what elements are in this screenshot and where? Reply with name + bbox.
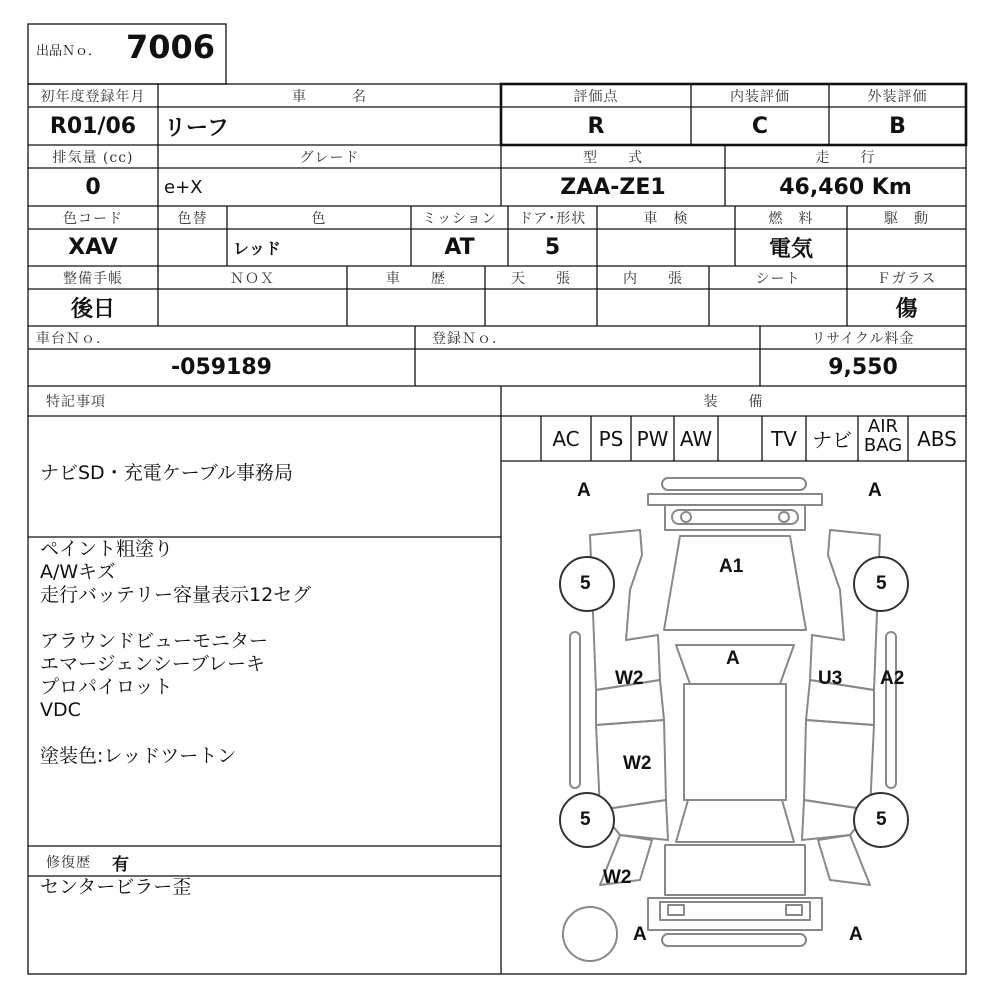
manual-label: 整備手帳 bbox=[63, 270, 123, 287]
grade-value: e+X bbox=[164, 176, 203, 198]
score-value: R bbox=[587, 113, 605, 139]
seat-label: シート bbox=[755, 270, 801, 287]
grade-roof: A bbox=[726, 648, 740, 669]
equipment-label: 装 備 bbox=[703, 394, 764, 410]
mileage-label: 走 行 bbox=[815, 149, 876, 166]
nox-label: ＮＯＸ bbox=[230, 270, 275, 287]
lot-number: 7006 bbox=[126, 28, 216, 66]
inspection-label: 車 検 bbox=[643, 210, 689, 227]
inner-label: 内 張 bbox=[623, 270, 683, 287]
fuel-label: 燃 料 bbox=[768, 210, 814, 227]
mileage-value: 46,460 Km bbox=[779, 174, 912, 200]
grade-right-front-door: U3 bbox=[818, 668, 843, 689]
drive-label: 駆 動 bbox=[884, 210, 929, 227]
grade-bumper-rr: A bbox=[849, 924, 863, 945]
color-value: レッド bbox=[233, 239, 281, 258]
recycle-label: リサイクル料金 bbox=[811, 330, 915, 347]
grade-left-quarter: W2 bbox=[603, 867, 632, 888]
repair-text: センタービラー歪 bbox=[40, 876, 192, 898]
reg-year-label: 初年度登録年月 bbox=[40, 88, 146, 105]
recycle-value: 9,550 bbox=[828, 355, 898, 380]
chassis-value: -059189 bbox=[171, 355, 272, 380]
equip-abs: ABS bbox=[917, 426, 957, 451]
glass-value: 傷 bbox=[895, 297, 918, 322]
registration-label: 登録Ｎｏ． bbox=[432, 330, 507, 347]
door-value: 5 bbox=[544, 235, 561, 260]
notes-label: 特記事項 bbox=[46, 394, 106, 410]
equip-airbag-line2: BAG bbox=[863, 435, 903, 456]
chassis-label: 車台Ｎｏ． bbox=[36, 330, 111, 347]
inspection-value bbox=[597, 229, 735, 266]
grade-hood: A1 bbox=[719, 556, 744, 577]
equip-tv: TV bbox=[771, 426, 797, 451]
color-code-label: 色コード bbox=[63, 210, 123, 227]
mission-label: ミッション bbox=[422, 210, 497, 227]
interior-value: C bbox=[751, 113, 769, 139]
grade-bumper-fr: A bbox=[868, 480, 882, 501]
cc-label: 排気量 (cc) bbox=[52, 149, 134, 166]
grade-tyre-fl: 5 bbox=[580, 573, 591, 594]
repaint-value bbox=[158, 229, 227, 266]
grade-tyre-rl: 5 bbox=[580, 809, 591, 830]
fuel-value: 電気 bbox=[768, 237, 813, 262]
equip-aw: AW bbox=[679, 426, 713, 451]
repair-label: 修復歴 bbox=[46, 855, 91, 871]
reg-year-value: R01/06 bbox=[49, 113, 137, 139]
equip-airbag-line1: AIR bbox=[867, 416, 899, 437]
notes-text-1: ナビSD・充電ケーブル事務局 bbox=[40, 462, 293, 484]
mission-value: AT bbox=[444, 235, 475, 260]
registration-value bbox=[415, 349, 760, 386]
grade-left-front-door: W2 bbox=[615, 668, 644, 689]
equip-ps: PS bbox=[598, 426, 624, 451]
equip-ac: AC bbox=[552, 426, 580, 451]
car-name-label: 車 名 bbox=[292, 88, 367, 105]
repair-value: 有 bbox=[112, 855, 129, 875]
history-label: 車 歴 bbox=[386, 270, 446, 287]
grade-tyre-rr: 5 bbox=[876, 809, 887, 830]
repaint-label: 色替 bbox=[177, 210, 208, 227]
drive-value bbox=[847, 229, 966, 266]
grade-bumper-fl: A bbox=[577, 480, 591, 501]
grade-bumper-rl: A bbox=[633, 924, 647, 945]
color-label: 色 bbox=[311, 210, 327, 227]
manual-value: 後日 bbox=[70, 297, 115, 322]
car-name-value: リーフ bbox=[164, 115, 229, 141]
color-code-value: XAV bbox=[68, 235, 118, 260]
score-label: 評価点 bbox=[573, 88, 619, 105]
roof-label: 天 張 bbox=[511, 270, 571, 287]
equip-pw: PW bbox=[636, 426, 669, 451]
cc-value: 0 bbox=[85, 174, 101, 200]
equip-airbag bbox=[858, 417, 908, 455]
exterior-label: 外装評価 bbox=[867, 88, 928, 105]
grade-label: グレード bbox=[299, 149, 360, 166]
lot-label: 出品Ｎｏ． bbox=[36, 44, 102, 59]
grade-right-pillar: A2 bbox=[880, 668, 905, 689]
grade-tyre-fr: 5 bbox=[876, 573, 887, 594]
glass-label: Ｆガラス bbox=[876, 270, 937, 287]
grade-left-rear-door: W2 bbox=[623, 753, 652, 774]
model-value: ZAA-ZE1 bbox=[560, 174, 666, 200]
door-label: ドア･形状 bbox=[518, 210, 587, 227]
model-label: 型 式 bbox=[583, 149, 643, 166]
exterior-value: B bbox=[889, 113, 906, 139]
equip-navi: ナビ bbox=[812, 428, 852, 452]
notes-text-2: ペイント粗塗り A/Wキズ 走行バッテリー容量表示12セグ アラウンドビューモニター エマージェンシーブレーキ プロパイロット VDC 塗装色:レッドツートン bbox=[40, 538, 312, 767]
interior-label: 内装評価 bbox=[730, 88, 790, 105]
